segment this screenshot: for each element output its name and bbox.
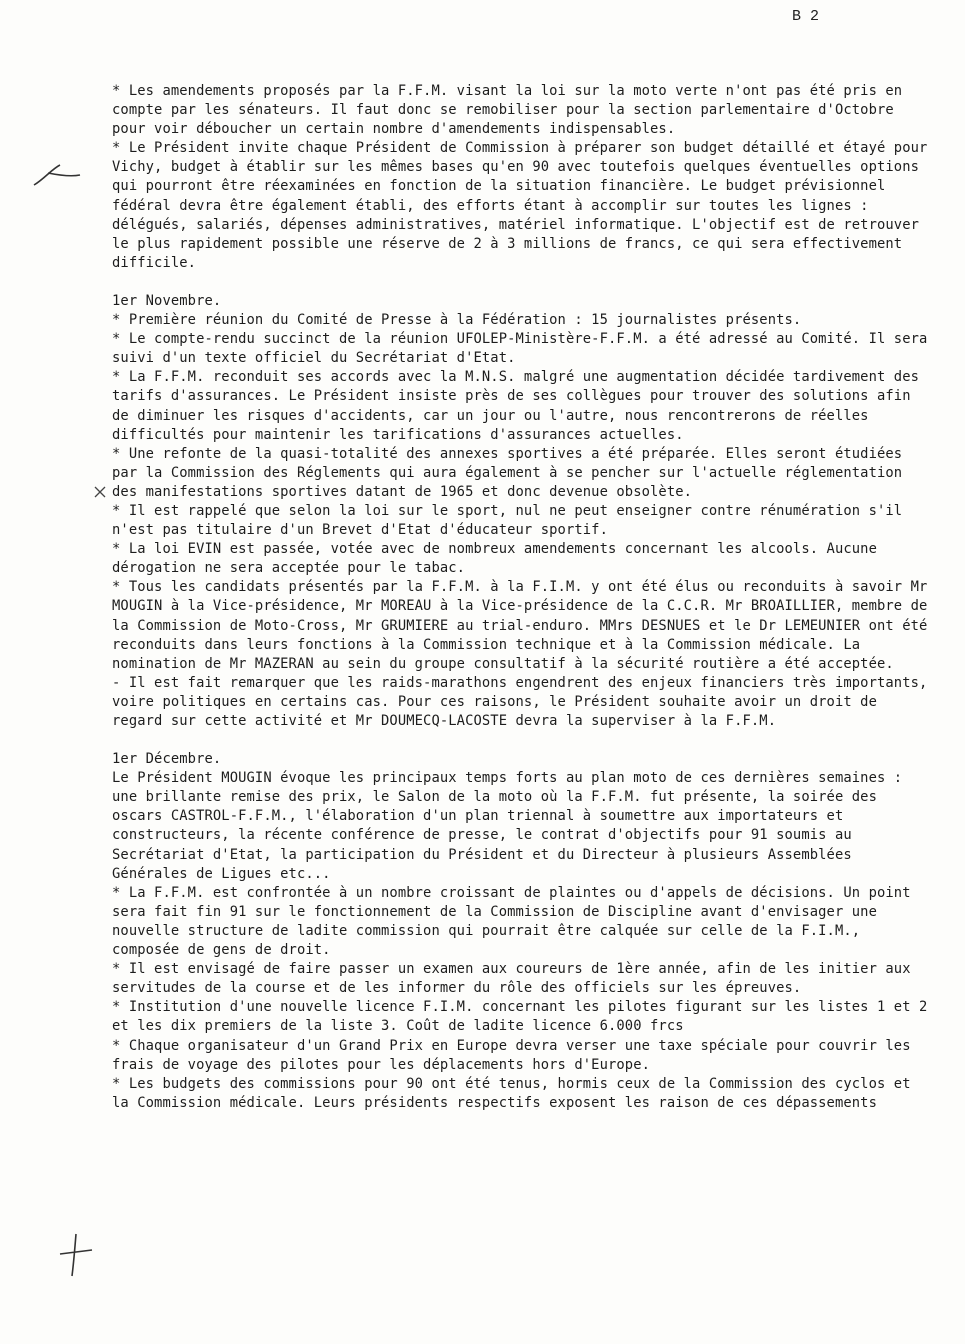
paragraph: Le Président MOUGIN évoque les principaux temps forts au plan moto de ces dernières semaines : une brillante remise des prix, le Salon de la moto où la F.F.M. fut présente, la soirée des oscars CASTROL-F.F.M., l'élaboration d'un plan triennal à soumettre aux importateurs et constructeurs, la récente conférence de presse, le contrat d'objectifs pour 91 soumis au Secrétariat d'Etat, la participation du Président et du Directeur à plusieurs Assemblées Générales de Ligues etc...: [112, 770, 911, 882]
margin-annotation-mark: [30, 155, 84, 199]
paragraph: * Il est envisagé de faire passer un examen aux coureurs de 1ère année, afin de les initier aux servitudes de la course et de les informer du rôle des officiels sur les épreuves.: [112, 961, 920, 997]
margin-check-mark: [92, 484, 108, 503]
paragraph-spacer: [112, 273, 932, 292]
page-number: B 2: [792, 8, 820, 25]
paragraph: - Il est fait remarquer que les raids-marathons engendrent des enjeux financiers très importants, voire politiques en certains cas. Pour ces raisons, le Président souhaite avoir un droit de regard sur cette activité et Mr DOUMECQ-LACOSTE devra la superviser à la F.F.M.: [112, 674, 936, 729]
paragraph-spacer: [112, 731, 932, 750]
paragraph: * Le compte-rendu succinct de la réunion UFOLEP-Ministère-F.F.M. a été adressé au Comité. Il sera suivi d'un texte officiel du Secrétariat d'Etat.: [112, 331, 936, 367]
margin-cross-mark: [56, 1232, 96, 1282]
paragraph: * Le Président invite chaque Président de Commission à préparer son budget détaillé et étayé pour Vichy, budget à établir sur les mêmes bases qu'en 90 avec toutefois quelques éventuelles options qui pourront être réexaminées en fonction de la situation financière. Le budget prévisionnel fédéral devra être également établi, des efforts étant à accomplir sur toutes les lignes : délégués, salariés, dépenses administratives, matériel informatique. L'objectif est de retrouver le plus rapidement possible une réserve de 2 à 3 millions de francs, ce qui sera effectivement difficile.: [112, 140, 936, 271]
section-date: 1er Décembre.: [112, 751, 222, 768]
paragraph: * Chaque organisateur d'un Grand Prix en Europe devra verser une taxe spéciale pour couvrir les frais de voyage des pilotes pour les déplacements hors d'Europe.: [112, 1037, 920, 1073]
paragraph: * La F.F.M. est confrontée à un nombre croissant de plaintes ou d'appels de décisions. Un point sera fait fin 91 sur le fonctionnement de la Commission de Discipline avant d'envisager une nouvelle structure de ladite commission qui pourrait être calquée sur celle de la F.I.M., composée de gens de droit.: [112, 884, 920, 959]
paragraph: * La F.F.M. reconduit ses accords avec la M.N.S. malgré une augmentation décidée tardivement des tarifs d'assurances. Le Président insiste près de ses collègues pour trouver des solutions afin de diminuer les risques d'accidents, car un jour ou l'autre, nous rencontrerons de réelles difficultés pour maintenir les tarifications d'assurances actuelles.: [112, 369, 928, 443]
paragraph: * Les amendements proposés par la F.F.M. visant la loi sur la moto verte n'ont pas été pris en compte par les sénateurs. Il faut donc se remobiliser pour la section parlementaire d'Octobre pour voir déboucher un certain nombre d'amendements indispensables.: [112, 83, 911, 138]
paragraph: * Institution d'une nouvelle licence F.I.M. concernant les pilotes figurant sur les listes 1 et 2 et les dix premiers de la liste 3. Coût de ladite licence 6.000 frcs: [112, 999, 936, 1035]
document-body: [112, 82, 936, 1113]
paragraph: * Il est rappelé que selon la loi sur le sport, nul ne peut enseigner contre rénumération s'il n'est pas titulaire d'un Brevet d'Etat d'éducateur sportif.: [112, 502, 911, 539]
paragraph: * La loi EVIN est passée, votée avec de nombreux amendements concernant les alcools. Aucune dérogation ne sera acceptée pour le tabac.: [112, 541, 886, 577]
paragraph: * Les budgets des commissions pour 90 ont été tenus, hormis ceux de la Commission des cyclos et la Commission médicale. Leurs présidents respectifs exposent les raison de ces dépassements: [112, 1075, 920, 1111]
section-date: 1er Novembre.: [112, 292, 222, 309]
paragraph: * Tous les candidats présentés par la F.F.M. à la F.I.M. y ont été élus ou reconduits à savoir Mr MOUGIN à la Vice-présidence, Mr MOREAU à la Vice-présidence de la C.C.R. Mr BROAILLIER, membre de la Commission de Moto-Cross, Mr GRUMIERE au trial-enduro. MMrs DESNUES et le Dr LEMEUNIER ont été reconduits dans leurs fonctions à la Commission technique et à la Commission médicale. La nomination de Mr MAZERAN au sein du groupe consultatif à la sécurité routière a été acceptée.: [112, 579, 936, 672]
paragraph: * Une refonte de la quasi-totalité des annexes sportives a été préparée. Elles seront étudiées par la Commission des Réglements qui aura également à se pencher sur l'actuelle réglementation des manifestations sportives datant de 1965 et donc devenue obsolète.: [112, 445, 911, 500]
paragraph: * Première réunion du Comité de Presse à la Fédération : 15 journalistes présents.: [112, 312, 802, 329]
